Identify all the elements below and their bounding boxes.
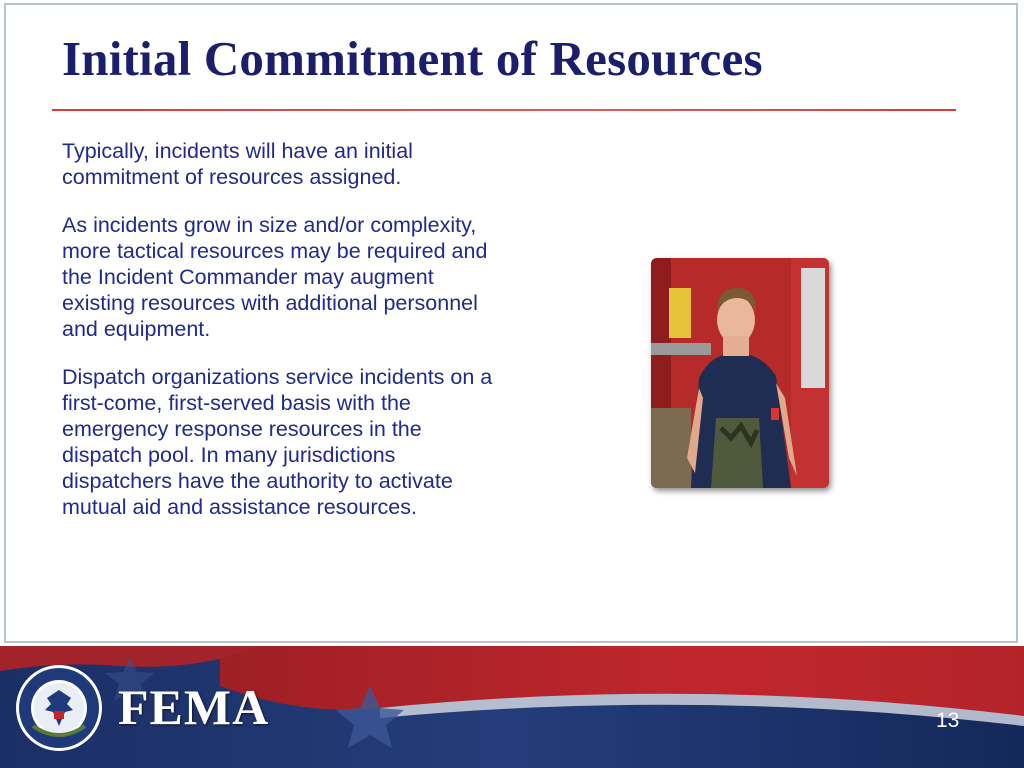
paragraph-initial-commitment: Typically, incidents will have an initial commitment of resources assigned. [62, 139, 413, 189]
paragraph-incident-growth: As incidents grow in size and/or complexity, more tactical resources may be required and the Incident Commander may augment existing resources with additional personnel and equipment. [62, 213, 488, 341]
page-number: 13 [936, 709, 960, 732]
dhs-seal-icon [15, 664, 103, 752]
responder-photo [651, 258, 829, 488]
fema-logo: FEMA [118, 679, 270, 735]
paragraph-dispatch: Dispatch organizations service incidents on a first-come, first-served basis with the emergency response resources in the dispatch pool. In many jurisdictions dispatchers have the authority to activate mutual aid and assistance resources. [62, 365, 493, 519]
slide-body [62, 138, 502, 542]
title-divider [52, 109, 956, 111]
slide-title: Initial Commitment of Resources [62, 31, 763, 86]
